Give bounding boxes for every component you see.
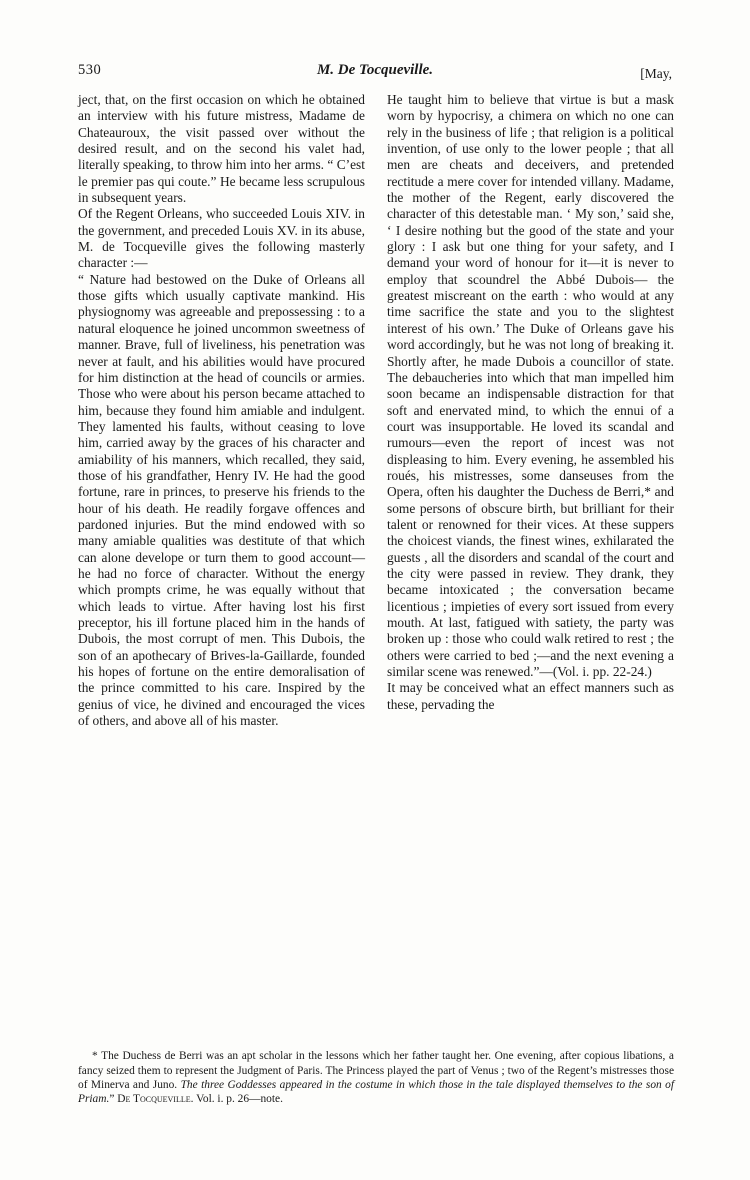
paragraph: Of the Regent Orleans, who succeeded Louis XIV. in the government, and preceded Louis XV. in its abuse, M. de Tocqueville gives the following masterly character :— (78, 206, 365, 271)
footnote-paragraph (78, 1049, 674, 1106)
page-number: 530 (78, 62, 102, 78)
issue-month: [May, (640, 66, 672, 81)
paragraph: “ Nature had bestowed on the Duke of Orleans all those gifts which usually captivate mankind. His physiognomy was agreeable and prepossessing : to a natural eloquence he joined uncommon sweetness of manner. Brave, full of liveliness, his penetration was never at fault, and his abilities would have procured for him distinction at the head of councils or armies. Those who were about his person became attached to him, because they found him amiable and indulgent. They lamented his faults, without ceasing to love him, carried away by the graces of his character and amiability of his manners, which recalled, they said, those of his grandfather, Henry IV. He had the good fortune, rare in princes, to preserve his friends to the hour of his death. He readily forgave offences and pardoned injuries. But the mind endowed with so many amiable qualities was destitute of that which can alone develope or turn them to good account—he had no force of character. Without the energy which prompts crime, he was equally without that which leads to virtue. After having lost his first preceptor, his ill fortune placed him in the hands of Dubois, the most corrupt of men. This Dubois, the son of an apothecary of Brives-la-Gaillarde, founded his hopes of fortune on the entire demoralisation of the prince committed to his care. Inspired by the genius of vice, he divined and encouraged the vices of others, and above all of his master. (78, 271, 365, 729)
footnote-quote-italic: The three Goddesses appeared in the costume in which those in the tale displayed themselves to the son of Priam. (78, 1078, 674, 1105)
page-header (78, 62, 672, 84)
text-columns (78, 92, 674, 729)
footnote-attribution: De Tocqueville. (117, 1093, 194, 1105)
column-left (78, 92, 365, 729)
footnote (78, 1038, 674, 1118)
footnote-quote-close: ” (109, 1093, 115, 1105)
paragraph: ject, that, on the first occasion on which he obtained an interview with his future mistress, Madame de Chateauroux, the visit passed over without the desired result, and on the second his valet had, literally speaking, to throw him into her arms. “ C’est le premier pas qui coute.” He became less scrupulous in subsequent years. (78, 92, 365, 206)
paragraph: It may be conceived what an effect manners such as these, pervading the (387, 680, 674, 712)
column-right (387, 92, 674, 729)
footnote-reference: Vol. i. p. 26—note. (196, 1093, 283, 1105)
footnote-text: The Duchess de Berri was an apt scholar in the lessons which her father taught her. One evening, after copious libations, a fancy seized them to represent the Judgment of Paris. The Princess played the part of Venus ; two of the Regent’s mistresses those of Minerva and Juno. (78, 1050, 674, 1091)
running-title: M. De Tocqueville. (316, 62, 434, 78)
footnote-marker: * (92, 1050, 98, 1063)
paragraph: He taught him to believe that virtue is but a mask worn by hypocrisy, a chimera on which no one can rely in the business of life ; that religion is a political invention, of use only to the lower people ; that all men are cheats and deceivers, and pretended rectitude a mere cover for intended villany. Madame, the mother of the Regent, early discovered the character of this detestable man. ‘ My son,’ said she, ‘ I desire nothing but the good of the state and your glory : I ask but one thing for your safety, and I demand your word of honour for it—it is never to employ that scoundrel the Abbé Dubois— the greatest miscreant on the earth : who would at any time sacrifice the state and you to the slightest interest of his own.’ The Duke of Orleans gave his word accordingly, but he was not long of breaking it. Shortly after, he made Dubois a councillor of state. The debaucheries into which that man impelled him soon became an indispensable distraction for that soft and enervated mind, to which the ennui of a court was insupportable. He loved its scandal and rumours—even the report of incest was not displeasing to him. Every evening, he assembled his roués, his mistresses, some danseuses from the Opera, often his daughter the Duchess de Berri,* and some persons of obscure birth, but brilliant for their talent or renowned for their vices. At these suppers the choicest viands, the finest wines, exhilarated the guests , all the disorders and scandal of the court and the city were passed in review. They drank, they became intoxicated ; the conversation became licentious ; impieties of every sort issued from every mouth. At last, fatigued with satiety, the party was broken up : those who could walk retired to rest ; the others were carried to bed ;—and the next evening a similar scene was renewed.”—(Vol. i. pp. 22-24.) (387, 92, 674, 680)
